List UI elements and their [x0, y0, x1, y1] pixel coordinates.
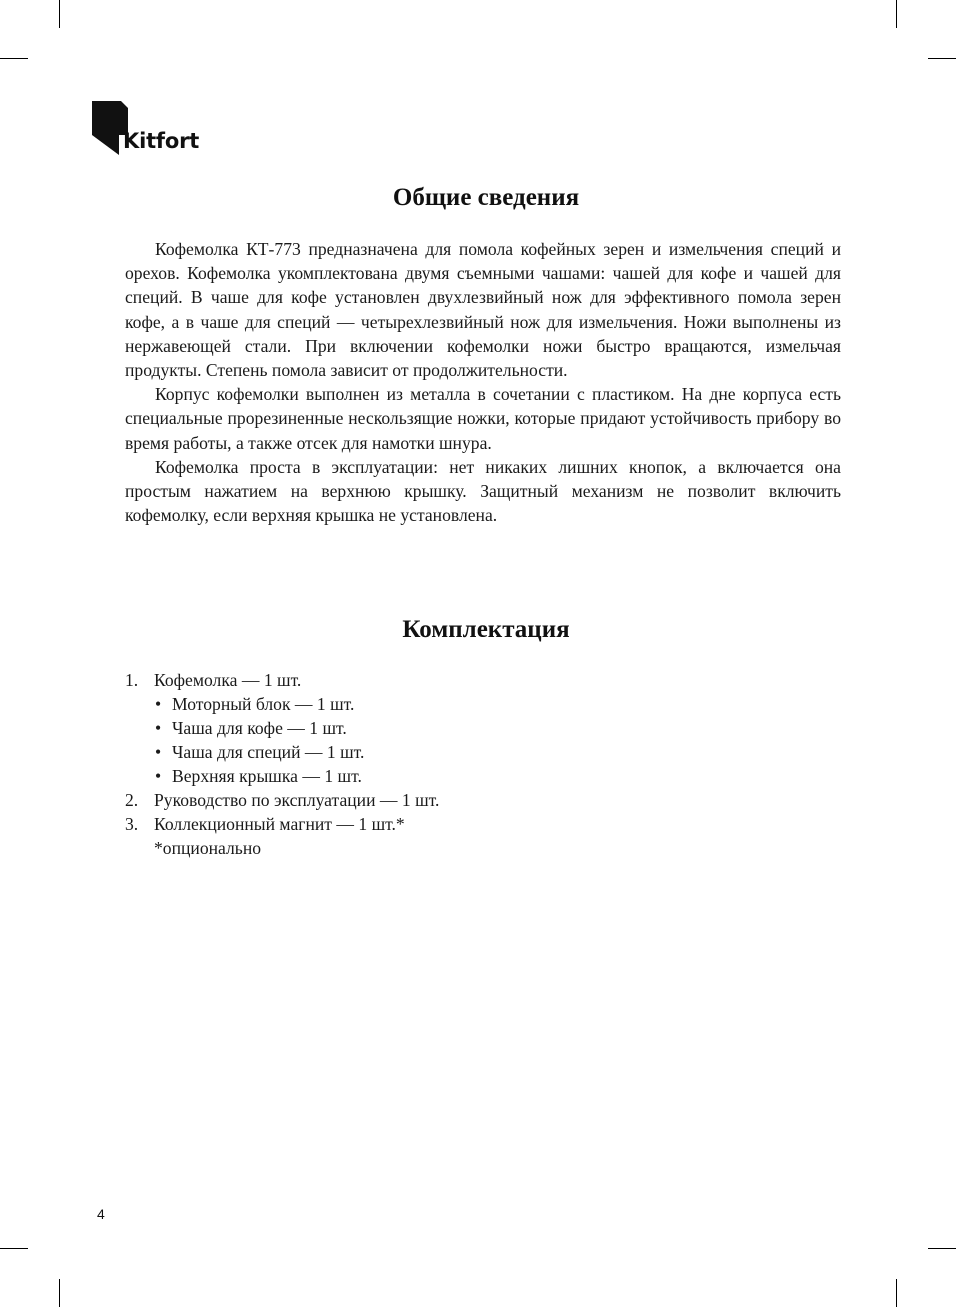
- section-title-kit: Комплектация: [402, 616, 570, 643]
- bullet: •: [155, 694, 162, 714]
- list-item: [125, 668, 625, 692]
- list-number: 3.: [125, 814, 139, 834]
- footnote: *опционально: [154, 838, 262, 858]
- bullet: •: [155, 766, 162, 786]
- list-item-text: Коллекционный магнит — 1 шт.*: [154, 814, 405, 834]
- crop-mark-top-right: [896, 0, 897, 28]
- list-number: 1.: [125, 670, 139, 690]
- crop-mark-left-top: [0, 58, 28, 59]
- list-item: [125, 812, 625, 836]
- sub-list-item: [125, 716, 625, 740]
- crop-mark-bottom-right: [896, 1279, 897, 1307]
- kitfort-logo: [92, 101, 222, 157]
- sub-list-item-text: Чаша для кофе — 1 шт.: [172, 718, 347, 738]
- list-item: [125, 788, 625, 812]
- paragraph: Корпус кофемолки выполнен из металла в сочетании с пластиком. На дне корпуса есть специальные прорезиненные нескользящие ножки, которые придают устойчивость прибору во время работы, а также отсек для намотки шнура.: [125, 384, 841, 453]
- paragraph: Кофемолка проста в эксплуатации: нет никаких лишних кнопок, а включается она простым нажатием на верхнюю крышку. Защитный механизм не позволит включить кофемолку, если верхняя крышка не установлена.: [125, 456, 841, 526]
- sub-list-item: [125, 764, 625, 788]
- page-number: 4: [97, 1206, 105, 1222]
- list-number: 2.: [125, 790, 139, 810]
- crop-mark-left-bottom: [0, 1248, 28, 1249]
- crop-mark-right-top: [928, 58, 956, 59]
- sub-list-item: [125, 740, 625, 764]
- sub-list-item-text: Моторный блок — 1 шт.: [172, 694, 355, 714]
- list-item-text: Кофемолка — 1 шт.: [154, 670, 302, 690]
- section-title-general: Общие сведения: [392, 184, 580, 211]
- sub-list-item-text: Чаша для специй — 1 шт.: [172, 742, 365, 762]
- sub-list-item-text: Верхняя крышка — 1 шт.: [172, 766, 362, 786]
- kit-list: [125, 668, 625, 860]
- bullet: •: [155, 742, 162, 762]
- crop-mark-bottom-left: [59, 1279, 60, 1307]
- bullet: •: [155, 718, 162, 738]
- list-item-text: Руководство по эксплуатации — 1 шт.: [154, 790, 440, 810]
- sub-list-item: [125, 692, 625, 716]
- paragraph: Кофемолка КТ-773 предназначена для помола кофейных зерен и измельчения специй и орехов. Кофемолка укомплектована двумя съемными чашами: чашей для кофе и чашей для специй. В чаше для кофе установлен двухлезвийный нож для эффективного помола зерен кофе, а в чаше для специй — четырехлезвийный нож для измельчения. Ножи выполнены из нержавеющей стали. При включении кофемолки ножи быстро вращаются, измельчая продукты. Степень помола зависит от продолжительности.: [125, 239, 841, 381]
- brand-name: Kitfort: [123, 129, 200, 153]
- crop-mark-right-bottom: [928, 1248, 956, 1249]
- general-text: [125, 237, 841, 527]
- crop-mark-top-left: [59, 0, 60, 28]
